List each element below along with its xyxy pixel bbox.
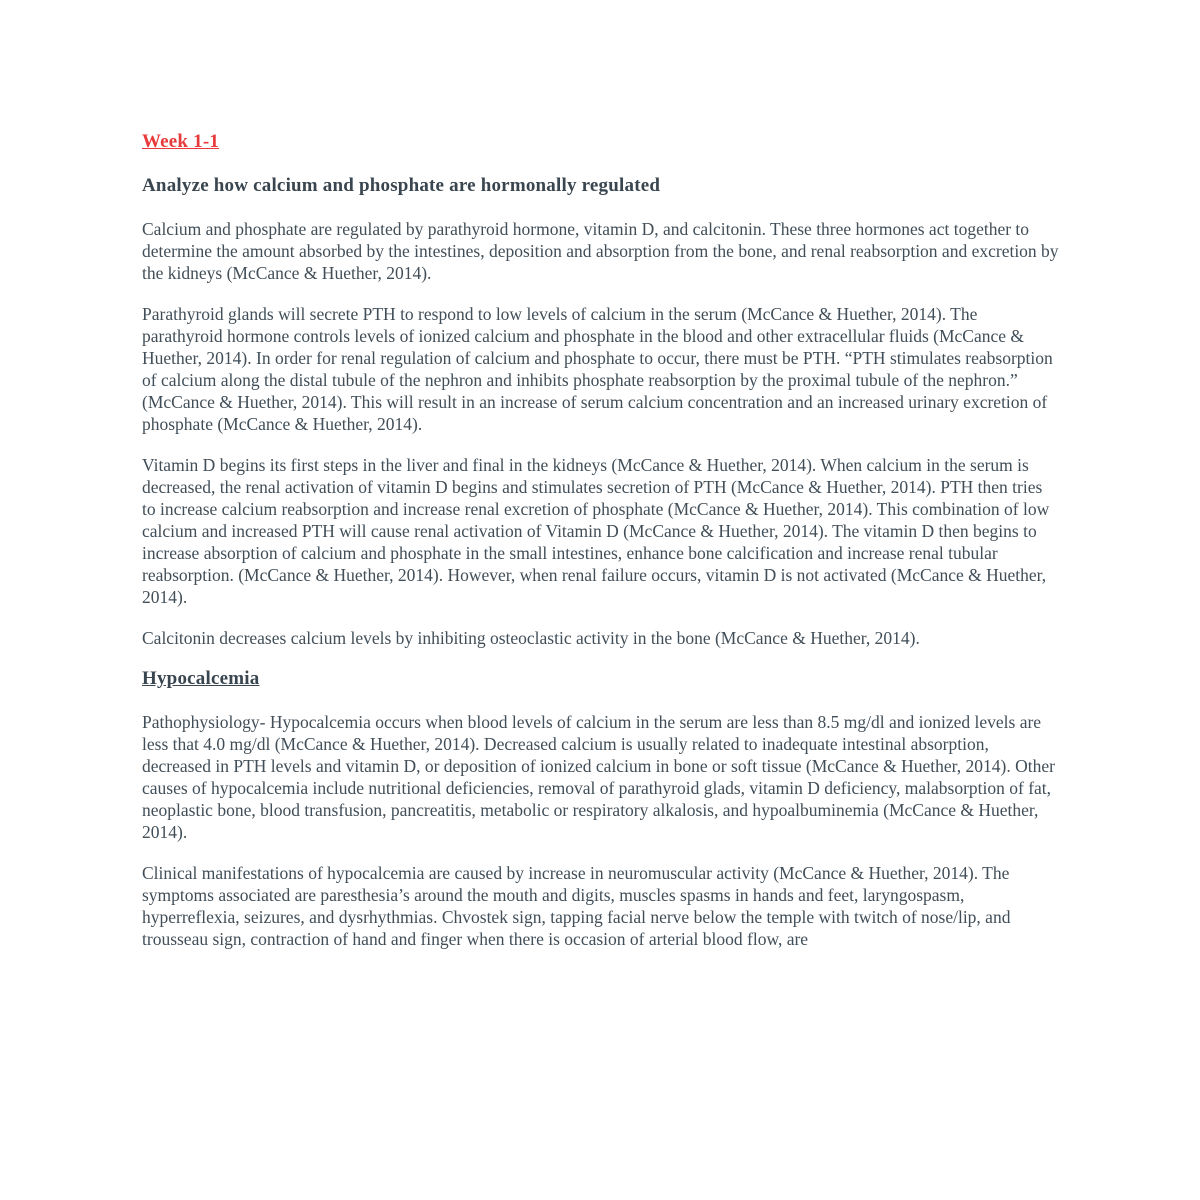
section-heading-calcium-phosphate: Analyze how calcium and phosphate are hormonally regulated (142, 175, 661, 196)
paragraph-parathyroid-pth: Parathyroid glands will secrete PTH to respond to low levels of calcium in the serum (McCance & Huether, 2014). The parathyroid hormone controls levels of ionized calcium and phosphate in the blood and other extracellular fluids (McCance & Huether, 2014). In order for renal regulation of calcium and phosphate to occur, there must be PTH. “PTH stimulates reabsorption of calcium along the distal tubule of the nephron and inhibits phosphate reabsorption by the proximal tubule of the nephron.” (McCance & Huether, 2014). This will result in an increase of serum calcium concentration and an increased urinary excretion of phosphate (McCance & Huether, 2014). (142, 304, 1053, 434)
paragraph-pathophysiology: Pathophysiology- Hypocalcemia occurs when blood levels of calcium in the serum are less than 8.5 mg/dl and ionized levels are less that 4.0 mg/dl (McCance & Huether, 2014). Decreased calcium is usually related to inadequate intestinal absorption, decreased in PTH levels and vitamin D, or deposition of ionized calcium in bone or soft tissue (McCance & Huether, 2014). Other causes of hypocalcemia include nutritional deficiencies, removal of parathyroid glads, vitamin D deficiency, malabsorption of fat, neoplastic bone, blood transfusion, pancreatitis, metabolic or respiratory alkalosis, and hypoalbuminemia (McCance & Huether, 2014). (142, 712, 1055, 842)
paragraph-calcium-regulation: Calcium and phosphate are regulated by parathyroid hormone, vitamin D, and calcitonin. These three hormones act together to determine the amount absorbed by the intestines, deposition and absorption from the bone, and renal reabsorption and excretion by the kidneys (McCance & Huether, 2014). (142, 219, 1059, 283)
week-title: Week 1-1 (142, 131, 220, 152)
subsection-heading-hypocalcemia: Hypocalcemia (142, 668, 260, 689)
document-body (142, 131, 1060, 969)
paragraph-vitamin-d: Vitamin D begins its first steps in the liver and final in the kidneys (McCance & Huether, 2014). When calcium in the serum is decreased, the renal activation of vitamin D begins and stimulates secretion of PTH (McCance & Huether, 2014). PTH then tries to increase calcium reabsorption and increase renal excretion of phosphate (McCance & Huether, 2014). This combination of low calcium and increased PTH will cause renal activation of Vitamin D (McCance & Huether, 2014). The vitamin D then begins to increase absorption of calcium and phosphate in the small intestines, enhance bone calcification and increase renal tubular reabsorption. (McCance & Huether, 2014). However, when renal failure occurs, vitamin D is not activated (McCance & Huether, 2014). (142, 455, 1050, 607)
paragraph-calcitonin: Calcitonin decreases calcium levels by inhibiting osteoclastic activity in the bone (McCance & Huether, 2014). (142, 628, 920, 648)
paragraph-clinical-manifestations: Clinical manifestations of hypocalcemia are caused by increase in neuromuscular activity (McCance & Huether, 2014). The symptoms associated are paresthesia’s around the mouth and digits, muscles spasms in hands and feet, laryngospasm, hyperreflexia, seizures, and dysrhythmias. Chvostek sign, tapping facial nerve below the temple with twitch of nose/lip, and trousseau sign, contraction of hand and finger when there is occasion of arterial blood flow, are (142, 863, 1011, 949)
